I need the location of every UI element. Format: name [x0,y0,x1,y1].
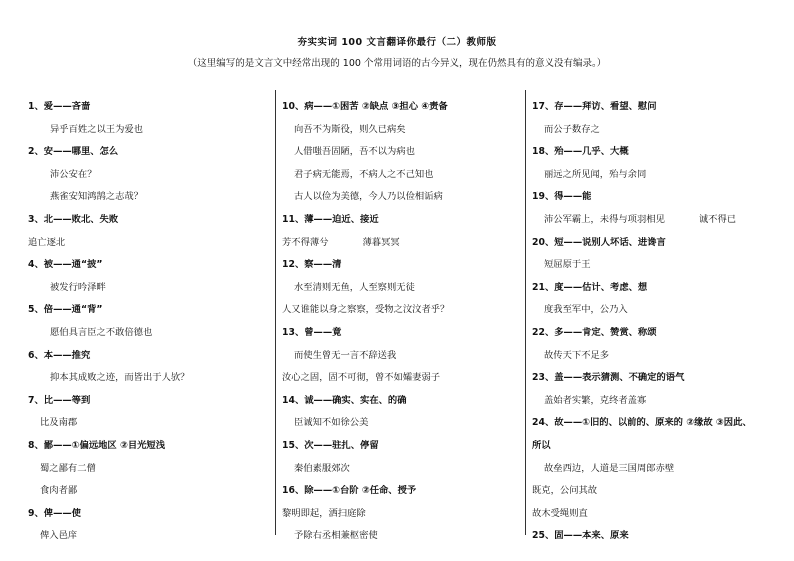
example-sentence-text: 比及南郡 [40,417,78,429]
entry-heading [532,412,772,435]
entry-heading-text: 22、多——肯定、赞赏、称颂 [532,326,657,338]
example-sentence [282,119,522,142]
example-sentence-text: 短屈原于王 [544,259,591,271]
entry-heading [28,254,268,277]
entry-heading-text: 6、本——推究 [28,349,91,361]
entry-heading [28,141,268,164]
entry-heading [282,322,522,345]
entry-heading [282,254,522,277]
example-sentence [282,503,522,526]
entry-heading-text: 14、诚——确实、实在、的确 [282,394,407,406]
entry-heading-text: 21、度——估计、考虑、想 [532,281,648,293]
example-sentence-text: 食肉者鄙 [40,485,78,497]
entry-heading-text: 12、察——清 [282,259,342,271]
example-sentence [282,277,522,300]
example-sentence-text: 君子病无能焉，不病人之不己知也 [294,168,434,180]
entry-heading-text: 19、得——能 [532,191,592,203]
entry-heading-text: 13、曾——竟 [282,326,342,338]
entry-heading [532,186,772,209]
entry-heading-text: 7、比——等到 [28,394,91,406]
example-sentence-text: 沛公安在？ [50,168,97,180]
example-sentence-text: 水至清则无鱼，人至察则无徒 [294,281,415,293]
page-subtitle: （这里编写的是文言文中经常出现的 100 个常用词语的古今异义，现在仍然具有的意义没有编录。） [187,58,607,69]
entry-heading [28,390,268,413]
entry-heading [532,435,772,458]
example-sentence-text: 被发行吟泽畔 [50,281,106,293]
entry-heading-text: 9、俾——使 [28,507,81,519]
example-sentence-text: 而使生曾无一言不辞送我 [294,349,397,361]
entry-heading-text: 8、鄙——①偏远地区 ②目光短浅 [28,439,166,451]
example-sentence [28,277,268,300]
example-sentence-text: 芳不得薄兮 [282,236,329,248]
example-sentence [28,367,268,390]
entry-heading [28,299,268,322]
example-sentence [28,232,268,255]
example-sentence-text: 故垒西边，人道是三国周郎赤壁 [544,462,675,474]
example-sentence [28,186,268,209]
example-sentence [282,345,522,368]
entry-heading-text: 3、北——败北、失败 [28,213,119,225]
entry-heading-text: 1、爱——吝啬 [28,101,91,112]
example-sentence [28,525,268,548]
example-sentence-text: 薄暮冥冥 [362,236,400,248]
example-sentence-text: 盖始者实繁，克终者盖寡 [544,394,647,406]
column-divider-1 [275,90,276,535]
example-sentence-text: 丽远之所见闻，殆与余同 [544,168,647,180]
example-sentence-text: 追亡逐北 [28,236,66,248]
entry-heading [28,435,268,458]
example-sentence-text: 古人以俭为美德，今人乃以俭相诟病 [294,191,443,203]
example-sentence-text: 予除右丞相兼枢密使 [294,530,378,542]
example-sentence [282,367,522,390]
entry-heading-text: 17、存——拜访、看望、慰问 [532,101,657,112]
example-sentence-text: 沛公军霸上，未得与项羽相见 [544,213,665,225]
entry-heading [532,322,772,345]
example-sentence-text: 故传天下不足多 [544,349,610,361]
entry-heading-text: 4、被——通“披” [28,259,103,271]
entry-heading-text: 15、次——驻扎、停留 [282,439,379,451]
example-sentence-text: 燕雀安知鸿鹄之志哉？ [50,191,143,203]
example-sentence-text: 度我至军中，公乃入 [544,304,628,316]
column-2 [282,96,522,548]
example-sentence-text: 人又谁能以身之察察，受物之汶汶者乎？ [282,304,450,316]
entry-heading-text: 11、薄——迫近、接近 [282,213,379,225]
example-sentence [532,503,772,526]
example-sentence-text: 愿伯具言臣之不敢倍德也 [50,326,153,338]
entry-heading [532,367,772,390]
example-sentence [532,299,772,322]
example-sentence-text: 故木受绳则直 [532,507,588,519]
example-sentence-text: 蜀之鄙有二僧 [40,462,96,474]
example-sentence [28,458,268,481]
entry-heading-text: 18、殆——几乎、大概 [532,146,629,158]
entry-heading [282,390,522,413]
example-sentence-text: 人借嗤吾固陋，吾不以为病也 [294,146,415,158]
example-sentence [532,345,772,368]
example-sentence [282,458,522,481]
entry-heading [282,96,522,119]
example-sentence [282,525,522,548]
entry-heading [532,232,772,255]
example-sentence [28,480,268,503]
example-sentence-text: 向吾不为斯役，则久已病矣 [294,123,406,135]
entry-heading [532,96,772,119]
example-sentence [532,164,772,187]
example-sentence-text: 异乎百姓之以王为爱也 [50,123,143,135]
entry-heading-text: 24、故——①旧的、以前的、原来的 ②缘故 ③因此、 [532,417,752,429]
entry-heading-text: 所以 [532,439,551,451]
entry-heading-text: 20、短——说别人坏话、进谗言 [532,236,666,248]
example-sentence-text: 秦伯素服郊次 [294,462,350,474]
entry-heading [282,209,522,232]
page-title: 夯实实词 100 文言翻译你最行（二）教师版 [297,37,497,48]
entry-heading [532,141,772,164]
entry-heading-text: 25、固——本来、原来 [532,530,629,542]
example-sentence-text: 而公子数存之 [544,123,600,135]
example-sentence [282,232,522,255]
example-sentence [282,164,522,187]
example-sentence [282,141,522,164]
entry-heading-text: 5、倍——通“背” [28,304,103,316]
example-sentence [532,119,772,142]
column-divider-2 [525,90,526,535]
entry-heading-text: 10、病——①困苦 ②缺点 ③担心 ④责备 [282,101,448,112]
example-sentence-text: 汝心之固，固不可彻，曾不如孀妻弱子 [282,372,441,384]
example-sentence [28,164,268,187]
example-sentence-text: 诚不得已 [698,213,737,225]
example-sentence [28,412,268,435]
entry-heading [532,277,772,300]
entry-heading [28,96,268,119]
example-sentence [532,390,772,413]
entry-heading-text: 23、盖——表示猜测、不确定的语气 [532,372,685,384]
example-sentence-text: 黎明即起，洒扫庭除 [282,507,366,519]
example-sentence-text: 俾入邑庠 [40,530,78,542]
example-sentence [532,458,772,481]
example-sentence [532,209,772,232]
example-sentence [28,119,268,142]
example-sentence-text: 抑本其成败之迹，而皆出于人欤？ [50,372,190,384]
entry-heading-text: 2、安——哪里、怎么 [28,146,119,158]
entry-heading [28,345,268,368]
example-sentence-text: 既克，公问其故 [532,485,598,497]
example-sentence [282,186,522,209]
example-sentence-text: 臣诚知不如徐公美 [294,417,369,429]
example-sentence [282,299,522,322]
example-sentence [532,480,772,503]
entry-heading [282,435,522,458]
column-3 [532,96,772,548]
entry-heading-text: 16、除——①台阶 ②任命、授予 [282,485,417,497]
column-1 [28,96,268,548]
example-sentence [28,322,268,345]
entry-heading [282,480,522,503]
example-sentence [282,412,522,435]
example-sentence [532,254,772,277]
entry-heading [532,525,772,548]
entry-heading [28,503,268,526]
entry-heading [28,209,268,232]
